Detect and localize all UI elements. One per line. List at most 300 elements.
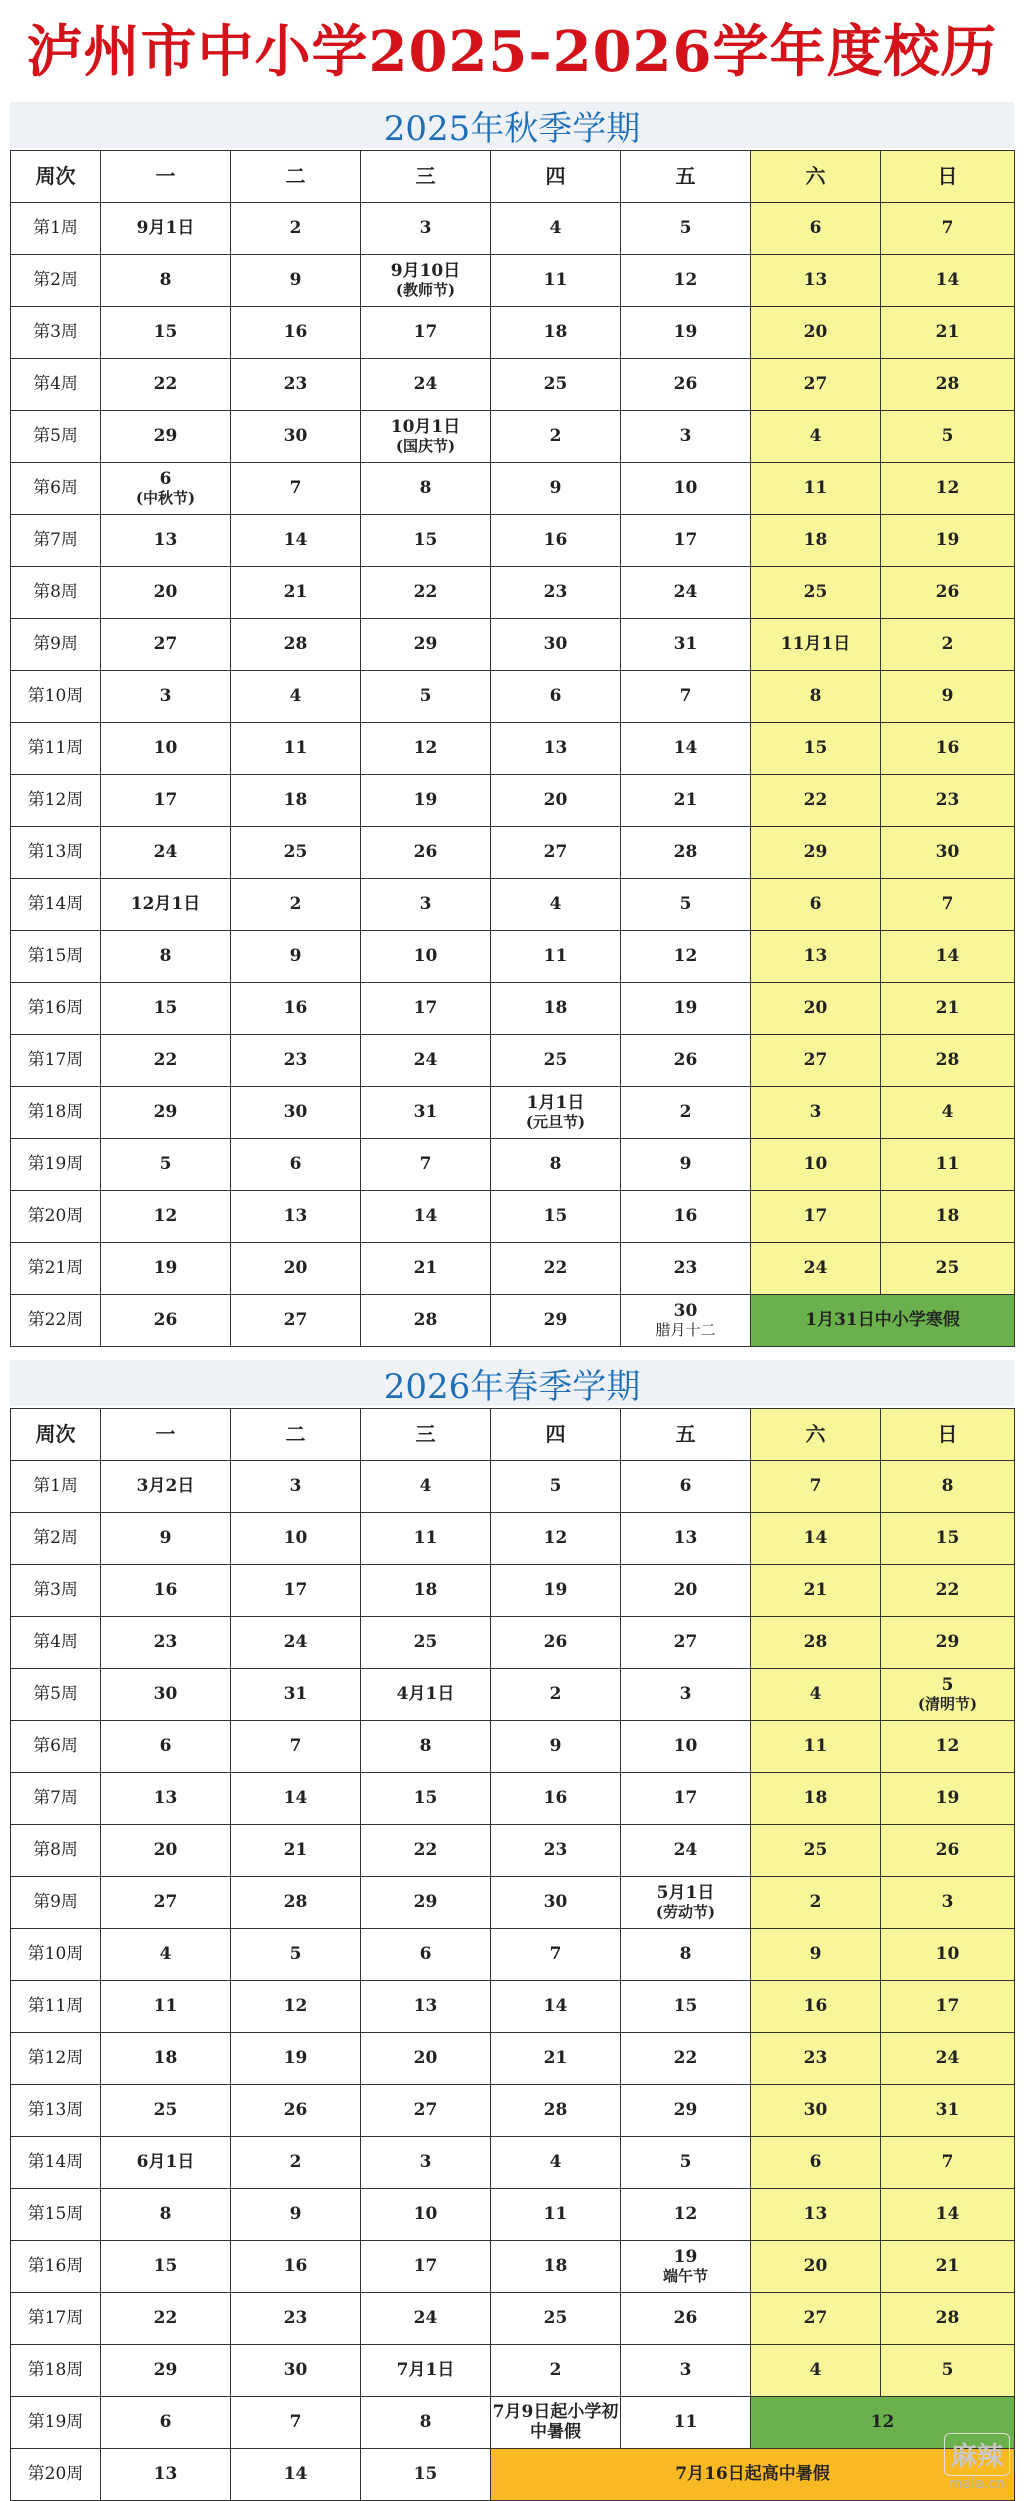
date-cell [491,1087,621,1139]
date-cell: 8 [101,255,231,307]
date-cell: 19 [881,515,1015,567]
holiday-label: (元旦节) [525,1112,586,1131]
week-row [11,1877,1015,1929]
date-cell: 8 [751,671,881,723]
date-cell: 24 [231,1617,361,1669]
date-cell: 14 [231,515,361,567]
weekday-header: 五 [621,151,751,203]
date-cell: 4月1日 [361,1669,491,1721]
week-label: 第19周 [11,1139,101,1191]
date-cell: 3 [751,1087,881,1139]
date-cell: 24 [101,827,231,879]
date-cell: 30 [491,619,621,671]
week-row [11,1773,1015,1825]
date-cell: 26 [361,827,491,879]
date-cell: 31 [621,619,751,671]
date-cell: 2 [231,2137,361,2189]
date-cell: 11 [231,723,361,775]
date-cell: 6 [101,1721,231,1773]
week-row [11,1825,1015,1877]
date-cell: 3 [101,671,231,723]
header-row [11,1409,1015,1461]
date-cell: 17 [751,1191,881,1243]
date-cell: 6 [751,2137,881,2189]
date-cell: 29 [491,1295,621,1347]
date-cell: 21 [881,983,1015,1035]
week-row [11,619,1015,671]
weekday-header: 六 [751,151,881,203]
date-cell [621,2241,751,2293]
date-cell: 12 [361,723,491,775]
date-cell: 16 [491,515,621,567]
weekday-header: 五 [621,1409,751,1461]
week-label: 第5周 [11,1669,101,1721]
date-cell: 12 [621,255,751,307]
date-cell: 3 [361,2137,491,2189]
date-cell: 27 [751,359,881,411]
site-logo [944,2433,1010,2492]
date-cell: 26 [881,567,1015,619]
week-label: 第19周 [11,2397,101,2449]
week-row [11,931,1015,983]
date-cell: 22 [621,2033,751,2085]
weekday-header: 三 [361,151,491,203]
date-cell: 12月1日 [101,879,231,931]
date-cell: 15 [101,983,231,1035]
date-cell: 13 [751,2189,881,2241]
date-cell: 30 [881,827,1015,879]
date-cell: 9月1日 [101,203,231,255]
date-cell: 29 [361,1877,491,1929]
week-label: 第7周 [11,515,101,567]
date-cell: 27 [361,2085,491,2137]
date-cell: 13 [361,1981,491,2033]
holiday-label: (国庆节) [395,436,456,455]
date-cell: 16 [101,1565,231,1617]
week-label: 第9周 [11,1877,101,1929]
date-cell: 21 [231,1825,361,1877]
date-cell: 6 [751,203,881,255]
week-label: 第11周 [11,1981,101,2033]
date-cell: 29 [881,1617,1015,1669]
date-cell: 9 [231,255,361,307]
week-row [11,879,1015,931]
weekday-header: 周次 [11,151,101,203]
weekday-header: 日 [881,1409,1015,1461]
week-row [11,203,1015,255]
week-row [11,723,1015,775]
date-cell: 8 [361,463,491,515]
header-row [11,151,1015,203]
date-cell: 22 [361,1825,491,1877]
week-row [11,2449,1015,2501]
week-row [11,775,1015,827]
week-label: 第11周 [11,723,101,775]
date-cell: 11 [491,255,621,307]
week-row [11,2137,1015,2189]
date-cell: 18 [751,515,881,567]
date-cell: 21 [621,775,751,827]
week-row [11,2293,1015,2345]
date-cell: 8 [361,2397,491,2449]
date-cell: 17 [881,1981,1015,2033]
date-cell: 7 [881,203,1015,255]
date-cell: 30 [231,411,361,463]
date-cell: 11 [751,1721,881,1773]
date-cell: 18 [491,983,621,1035]
week-label: 第18周 [11,2345,101,2397]
date-cell: 28 [621,827,751,879]
weekday-header: 四 [491,151,621,203]
date-cell: 23 [881,775,1015,827]
date-cell: 29 [101,2345,231,2397]
date-cell: 28 [881,359,1015,411]
date-cell: 14 [491,1981,621,2033]
date-cell [621,1295,751,1347]
spring-semester-title: 2026年春季学期 [10,1360,1014,1406]
week-label: 第5周 [11,411,101,463]
date-cell: 27 [751,1035,881,1087]
date-cell: 25 [751,1825,881,1877]
vacation-notice: 7月16日起高中暑假 [491,2449,1015,2501]
week-label: 第10周 [11,671,101,723]
date-cell: 7 [621,671,751,723]
week-row [11,1191,1015,1243]
date-cell: 9 [751,1929,881,1981]
autumn-calendar-table [10,150,1015,1347]
date-cell: 14 [751,1513,881,1565]
date-cell: 2 [621,1087,751,1139]
week-label: 第12周 [11,775,101,827]
date-cell: 3 [621,2345,751,2397]
date-cell: 20 [491,775,621,827]
week-label: 第9周 [11,619,101,671]
date-cell [621,1877,751,1929]
date-cell: 22 [491,1243,621,1295]
date-cell: 22 [101,2293,231,2345]
date-cell: 15 [361,2449,491,2501]
week-label: 第2周 [11,255,101,307]
date-cell: 18 [231,775,361,827]
date-cell: 2 [491,2345,621,2397]
week-row [11,1565,1015,1617]
date-cell: 30 [231,1087,361,1139]
date-cell: 12 [231,1981,361,2033]
date-cell: 15 [621,1981,751,2033]
date-cell: 9 [101,1513,231,1565]
date-cell: 13 [751,255,881,307]
week-row [11,671,1015,723]
date-cell: 24 [361,359,491,411]
date-cell: 25 [361,1617,491,1669]
date-cell: 16 [231,2241,361,2293]
weekday-header: 周次 [11,1409,101,1461]
date-cell: 2 [231,879,361,931]
date-cell: 26 [621,1035,751,1087]
week-row [11,2397,1015,2449]
date-cell: 12 [101,1191,231,1243]
date-cell: 8 [361,1721,491,1773]
date-cell: 3 [361,879,491,931]
date-cell: 17 [621,515,751,567]
date-cell: 27 [101,1877,231,1929]
logo-mark: 麻辣 [944,2433,1010,2476]
date-cell: 17 [361,307,491,359]
date-cell: 15 [361,1773,491,1825]
week-label: 第16周 [11,2241,101,2293]
date-cell: 28 [881,1035,1015,1087]
week-label: 第16周 [11,983,101,1035]
date-cell: 5 [231,1929,361,1981]
date-cell: 20 [361,2033,491,2085]
week-row [11,827,1015,879]
date-cell: 13 [101,515,231,567]
week-row [11,1243,1015,1295]
date-cell: 14 [621,723,751,775]
date-cell: 22 [361,567,491,619]
date-cell: 9 [491,463,621,515]
date-cell: 27 [621,1617,751,1669]
week-label: 第13周 [11,827,101,879]
date-cell: 25 [101,2085,231,2137]
date-cell: 19 [101,1243,231,1295]
date-cell: 26 [101,1295,231,1347]
week-row [11,463,1015,515]
date-cell: 7 [231,1721,361,1773]
date-cell: 29 [621,2085,751,2137]
date-cell: 5 [491,1461,621,1513]
week-row [11,307,1015,359]
vacation-notice: 1月31日中小学寒假 [751,1295,1015,1347]
date-cell: 15 [881,1513,1015,1565]
week-label: 第12周 [11,2033,101,2085]
date-cell: 11 [751,463,881,515]
date-cell: 5 [881,411,1015,463]
date-cell: 25 [491,1035,621,1087]
date-cell: 6 [621,1461,751,1513]
week-label: 第6周 [11,463,101,515]
date-cell: 12 [491,1513,621,1565]
date-cell: 9 [881,671,1015,723]
date-cell: 7 [491,1929,621,1981]
date-cell: 11月1日 [751,619,881,671]
date-cell: 10 [361,2189,491,2241]
holiday-label: (中秋节) [135,488,196,507]
date-cell: 25 [491,2293,621,2345]
autumn-semester-title: 2025年秋季学期 [10,102,1014,148]
weekday-header: 一 [101,151,231,203]
week-row [11,515,1015,567]
date-cell: 10 [621,1721,751,1773]
date-cell: 9 [231,931,361,983]
date-cell: 5 [361,671,491,723]
date-cell: 24 [881,2033,1015,2085]
date-cell: 3 [231,1461,361,1513]
date-cell: 23 [491,567,621,619]
date-text: 19 [673,2247,698,2268]
date-cell: 24 [621,1825,751,1877]
date-cell: 3 [881,1877,1015,1929]
date-cell: 7月1日 [361,2345,491,2397]
date-cell: 3 [361,203,491,255]
date-cell: 13 [231,1191,361,1243]
week-row [11,411,1015,463]
date-cell: 6 [101,2397,231,2449]
date-text: 10月1日 [390,417,461,438]
date-cell: 25 [231,827,361,879]
date-cell: 27 [491,827,621,879]
week-label: 第21周 [11,1243,101,1295]
date-cell: 27 [231,1295,361,1347]
date-cell: 18 [491,2241,621,2293]
date-cell: 17 [361,983,491,1035]
holiday-label: (清明节) [917,1694,978,1713]
holiday-label: 端午节 [662,2266,708,2285]
date-cell: 29 [101,1087,231,1139]
holiday-label: (教师节) [395,280,456,299]
weekday-header: 一 [101,1409,231,1461]
date-cell: 16 [751,1981,881,2033]
date-cell: 20 [751,983,881,1035]
date-cell: 17 [621,1773,751,1825]
date-cell: 15 [361,515,491,567]
date-cell: 11 [621,2397,751,2449]
date-cell: 22 [101,1035,231,1087]
date-cell [101,463,231,515]
weekday-header: 二 [231,1409,361,1461]
week-row [11,1139,1015,1191]
date-cell: 30 [231,2345,361,2397]
date-cell: 3 [621,1669,751,1721]
date-cell: 17 [361,2241,491,2293]
date-cell: 19 [491,1565,621,1617]
date-cell: 23 [491,1825,621,1877]
date-cell: 21 [491,2033,621,2085]
date-cell: 6 [751,879,881,931]
date-cell: 11 [361,1513,491,1565]
date-cell: 27 [101,619,231,671]
date-cell: 2 [881,619,1015,671]
date-cell: 9 [491,1721,621,1773]
date-cell: 14 [231,2449,361,2501]
date-cell: 6月1日 [101,2137,231,2189]
date-cell: 19 [231,2033,361,2085]
date-cell: 18 [491,307,621,359]
date-cell: 26 [231,2085,361,2137]
date-cell: 4 [231,671,361,723]
date-cell: 25 [751,567,881,619]
date-cell: 20 [101,567,231,619]
date-cell [881,1669,1015,1721]
date-cell: 26 [621,359,751,411]
date-cell: 28 [361,1295,491,1347]
date-text: 6 [159,469,172,490]
date-text: 5 [941,1675,954,1696]
date-cell: 23 [231,359,361,411]
weekday-header: 四 [491,1409,621,1461]
week-label: 第15周 [11,931,101,983]
week-row [11,2085,1015,2137]
date-cell: 18 [361,1565,491,1617]
week-row [11,1295,1015,1347]
week-row [11,1617,1015,1669]
week-label: 第8周 [11,1825,101,1877]
date-cell: 23 [231,2293,361,2345]
week-label: 第8周 [11,567,101,619]
date-cell: 23 [231,1035,361,1087]
date-cell: 21 [881,2241,1015,2293]
date-cell: 23 [621,1243,751,1295]
date-cell: 4 [101,1929,231,1981]
week-label: 第14周 [11,879,101,931]
date-cell: 3月2日 [101,1461,231,1513]
logo-site: mala.cn [949,2476,1005,2492]
date-cell: 24 [361,2293,491,2345]
week-row [11,983,1015,1035]
date-cell: 25 [491,359,621,411]
week-label: 第7周 [11,1773,101,1825]
date-cell: 15 [101,307,231,359]
date-cell: 19 [621,307,751,359]
date-cell: 4 [751,2345,881,2397]
date-cell: 4 [751,1669,881,1721]
date-cell: 18 [881,1191,1015,1243]
date-cell: 29 [101,411,231,463]
date-cell: 8 [101,931,231,983]
date-cell: 12 [881,463,1015,515]
week-row [11,2189,1015,2241]
week-row [11,1669,1015,1721]
date-cell: 20 [751,2241,881,2293]
weekday-header: 三 [361,1409,491,1461]
week-row [11,2033,1015,2085]
date-cell: 14 [881,2189,1015,2241]
week-row [11,567,1015,619]
date-cell: 11 [101,1981,231,2033]
date-cell: 10 [881,1929,1015,1981]
date-cell: 6 [491,671,621,723]
date-cell: 14 [361,1191,491,1243]
date-cell: 13 [491,723,621,775]
date-cell: 4 [491,879,621,931]
date-cell: 20 [751,307,881,359]
holiday-label: (劳动节) [655,1902,716,1921]
date-cell: 10 [231,1513,361,1565]
date-cell: 28 [231,1877,361,1929]
date-cell: 31 [361,1087,491,1139]
date-cell: 17 [101,775,231,827]
date-cell: 4 [881,1087,1015,1139]
date-cell: 8 [881,1461,1015,1513]
date-cell: 14 [231,1773,361,1825]
date-cell: 7 [231,463,361,515]
date-cell: 9 [621,1139,751,1191]
date-cell: 7 [881,2137,1015,2189]
date-cell: 21 [231,567,361,619]
date-cell: 5 [621,2137,751,2189]
date-cell: 5 [621,879,751,931]
date-cell: 5 [621,203,751,255]
date-cell: 22 [751,775,881,827]
vacation-notice: 12 [751,2397,1015,2449]
date-cell: 28 [231,619,361,671]
week-label: 第14周 [11,2137,101,2189]
week-label: 第1周 [11,1461,101,1513]
date-cell: 10 [621,463,751,515]
week-row [11,2345,1015,2397]
weekday-header: 六 [751,1409,881,1461]
week-label: 第20周 [11,2449,101,2501]
